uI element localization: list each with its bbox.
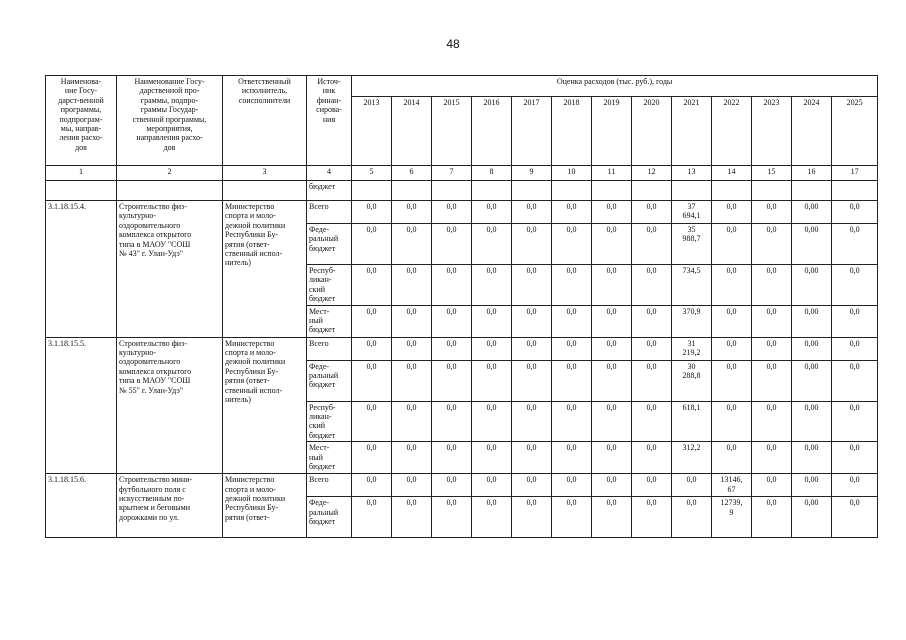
funding-source: Респуб- ликан- ский бюджет (307, 401, 352, 442)
funding-source: Всего (307, 474, 352, 497)
expense-value: 0,0 (472, 442, 512, 474)
expense-value: 0,0 (432, 401, 472, 442)
expense-value: 0,0 (672, 497, 712, 538)
header-year: 2021 (672, 97, 712, 166)
expense-value: 0,0 (472, 201, 512, 224)
expense-value: 0,0 (752, 224, 792, 265)
expense-value: 0,0 (752, 337, 792, 360)
expense-value: 0,0 (352, 442, 392, 474)
expense-value: 0,0 (512, 497, 552, 538)
expense-value: 0,0 (552, 224, 592, 265)
column-number: 12 (632, 166, 672, 181)
expense-value: 618,1 (672, 401, 712, 442)
expense-value: 0,0 (832, 360, 878, 401)
funding-source: бюджет (307, 181, 352, 201)
expense-value: 0,0 (632, 442, 672, 474)
expense-value: 0,00 (792, 497, 832, 538)
expense-value: 0,0 (432, 337, 472, 360)
column-number: 5 (352, 166, 392, 181)
column-number: 16 (792, 166, 832, 181)
expense-value: 0,0 (712, 401, 752, 442)
expense-value: 0,0 (472, 265, 512, 306)
header-year: 2017 (512, 97, 552, 166)
expense-value: 0,0 (552, 497, 592, 538)
header-year: 2016 (472, 97, 512, 166)
column-number: 14 (712, 166, 752, 181)
expense-value: 0,0 (832, 201, 878, 224)
table-row (46, 201, 878, 224)
expense-value: 0,0 (512, 305, 552, 337)
expense-value: 0,0 (552, 360, 592, 401)
expense-value: 0,0 (512, 474, 552, 497)
expense-value: 0,0 (512, 401, 552, 442)
expense-value: 0,0 (472, 497, 512, 538)
expense-value: 0,0 (432, 497, 472, 538)
table-row (46, 337, 878, 360)
expense-value: 0,0 (352, 497, 392, 538)
expense-value: 0,0 (752, 401, 792, 442)
expense-value: 0,0 (392, 497, 432, 538)
expense-value: 31 219,2 (672, 337, 712, 360)
column-number: 15 (752, 166, 792, 181)
empty-cell (512, 181, 552, 201)
empty-cell (832, 181, 878, 201)
expense-value: 0,0 (392, 442, 432, 474)
header-responsible: Ответственный исполнитель, соисполнители (223, 76, 307, 166)
expense-value: 0,0 (432, 442, 472, 474)
header-year: 2020 (632, 97, 672, 166)
expense-value: 0,0 (592, 474, 632, 497)
expense-value: 0,0 (592, 337, 632, 360)
header-year: 2024 (792, 97, 832, 166)
header-program-name: Наименова- ние Госу- дарст-венной программы, подпрограм- мы, направ- ления расхо- дов (46, 76, 117, 166)
budget-table (45, 75, 878, 538)
expense-value: 0,0 (592, 442, 632, 474)
empty-cell (592, 181, 632, 201)
empty-cell (223, 181, 307, 201)
expense-value: 0,0 (632, 360, 672, 401)
expense-value: 0,0 (392, 265, 432, 306)
responsible-executor: Министерство спорта и моло- дежной политики Республики Бу- рятия (ответ- ственный испол- нитель) (223, 337, 307, 474)
expense-value: 0,0 (832, 224, 878, 265)
empty-cell (672, 181, 712, 201)
column-number: 11 (592, 166, 632, 181)
expense-value: 0,0 (632, 337, 672, 360)
expense-value: 0,00 (792, 265, 832, 306)
header-year: 2019 (592, 97, 632, 166)
header-year: 2013 (352, 97, 392, 166)
column-number: 4 (307, 166, 352, 181)
funding-source: Всего (307, 337, 352, 360)
expense-value: 0,0 (632, 224, 672, 265)
measure-code: 3.1.18.15.6. (46, 474, 117, 538)
column-number: 17 (832, 166, 878, 181)
continuation-row (46, 181, 878, 201)
expense-value: 0,0 (832, 497, 878, 538)
expense-value: 312,2 (672, 442, 712, 474)
expense-value: 0,0 (552, 265, 592, 306)
empty-cell (552, 181, 592, 201)
header-row (46, 76, 878, 97)
empty-cell (432, 181, 472, 201)
expense-value: 0,0 (832, 265, 878, 306)
header-funding-source: Источ- ник финан- сирова- ния (307, 76, 352, 166)
expense-value: 734,5 (672, 265, 712, 306)
expense-value: 0,00 (792, 305, 832, 337)
expense-value: 0,00 (792, 442, 832, 474)
column-number: 9 (512, 166, 552, 181)
expense-value: 0,0 (672, 474, 712, 497)
expense-value: 0,0 (712, 442, 752, 474)
header-measure-name: Наименование Госу- дарственной про- граммы, подпро- граммы Государ- ственной программы, мероприятия, направления расхо- дов (117, 76, 223, 166)
expense-value: 0,0 (432, 360, 472, 401)
expense-value: 0,0 (392, 401, 432, 442)
expense-value: 0,0 (472, 224, 512, 265)
expense-value: 0,0 (512, 337, 552, 360)
expense-value: 0,0 (472, 401, 512, 442)
funding-source: Всего (307, 201, 352, 224)
page-number: 48 (446, 37, 460, 51)
empty-cell (752, 181, 792, 201)
empty-cell (352, 181, 392, 201)
empty-cell (712, 181, 752, 201)
funding-source: Феде- ральный бюджет (307, 497, 352, 538)
column-number: 13 (672, 166, 712, 181)
expense-value: 370,9 (672, 305, 712, 337)
expense-value: 0,0 (512, 224, 552, 265)
empty-cell (472, 181, 512, 201)
measure-name: Строительство физ- культурно- оздоровительного комплекса открытого типа в МАОУ "СОШ № 55" г. Улан-Удэ" (117, 337, 223, 474)
expense-value: 0,0 (352, 265, 392, 306)
header-year: 2014 (392, 97, 432, 166)
expense-value: 0,0 (552, 442, 592, 474)
column-number: 7 (432, 166, 472, 181)
expense-value: 0,00 (792, 201, 832, 224)
expense-value: 0,0 (352, 474, 392, 497)
expense-value: 0,0 (832, 305, 878, 337)
expense-value: 0,0 (432, 305, 472, 337)
expense-value: 0,0 (592, 305, 632, 337)
expense-value: 0,0 (592, 265, 632, 306)
funding-source: Феде- ральный бюджет (307, 360, 352, 401)
responsible-executor: Министерство спорта и моло- дежной политики Республики Бу- рятия (ответ- (223, 474, 307, 538)
funding-source: Феде- ральный бюджет (307, 224, 352, 265)
expense-value: 0,0 (352, 337, 392, 360)
expense-value: 0,0 (752, 442, 792, 474)
empty-cell (632, 181, 672, 201)
expense-value: 0,00 (792, 474, 832, 497)
expense-value: 0,0 (352, 401, 392, 442)
header-year: 2015 (432, 97, 472, 166)
expense-value: 30 288,8 (672, 360, 712, 401)
expense-value: 37 694,1 (672, 201, 712, 224)
expense-value: 0,0 (592, 497, 632, 538)
header-year: 2018 (552, 97, 592, 166)
expense-value: 0,00 (792, 401, 832, 442)
column-number: 2 (117, 166, 223, 181)
measure-name: Строительство физ- культурно- оздоровительного комплекса открытого типа в МАОУ "СОШ № 43" г. Улан-Удэ" (117, 201, 223, 338)
expense-value: 0,00 (792, 224, 832, 265)
expense-value: 0,0 (392, 224, 432, 265)
expense-value: 0,0 (352, 201, 392, 224)
empty-cell (46, 181, 117, 201)
expense-value: 0,0 (512, 442, 552, 474)
expense-value: 0,0 (592, 401, 632, 442)
empty-cell (392, 181, 432, 201)
expense-value: 0,0 (552, 305, 592, 337)
expense-value: 0,0 (632, 201, 672, 224)
expense-value: 0,0 (352, 224, 392, 265)
expense-value: 0,0 (712, 305, 752, 337)
expense-value: 0,0 (832, 401, 878, 442)
expense-value: 0,0 (752, 474, 792, 497)
expense-value: 0,0 (392, 337, 432, 360)
column-number: 8 (472, 166, 512, 181)
expense-value: 0,0 (832, 442, 878, 474)
expense-value: 0,0 (352, 360, 392, 401)
expense-value: 12739, 9 (712, 497, 752, 538)
expense-value: 0,0 (472, 360, 512, 401)
expense-value: 0,0 (472, 474, 512, 497)
column-number: 1 (46, 166, 117, 181)
expense-value: 0,0 (712, 360, 752, 401)
expense-value: 0,0 (712, 201, 752, 224)
expense-value: 0,0 (512, 265, 552, 306)
expense-value: 0,0 (632, 474, 672, 497)
expense-value: 13146, 67 (712, 474, 752, 497)
funding-source: Мест- ный бюджет (307, 305, 352, 337)
expense-value: 0,0 (512, 360, 552, 401)
column-numbers-row (46, 166, 878, 181)
header-year: 2022 (712, 97, 752, 166)
expense-value: 0,0 (512, 201, 552, 224)
measure-code: 3.1.18.15.4. (46, 201, 117, 338)
expense-value: 0,0 (632, 497, 672, 538)
expense-value: 0,0 (632, 401, 672, 442)
expense-value: 0,0 (712, 265, 752, 306)
expense-value: 0,0 (632, 265, 672, 306)
header-year: 2025 (832, 97, 878, 166)
measure-code: 3.1.18.15.5. (46, 337, 117, 474)
expense-value: 0,0 (392, 201, 432, 224)
empty-cell (792, 181, 832, 201)
table-row (46, 474, 878, 497)
expense-value: 0,0 (352, 305, 392, 337)
funding-source: Мест- ный бюджет (307, 442, 352, 474)
column-number: 10 (552, 166, 592, 181)
expense-value: 0,0 (552, 337, 592, 360)
expense-value: 0,00 (792, 360, 832, 401)
expense-value: 0,0 (472, 337, 512, 360)
measure-name: Строительство мини- футбольного поля с искусственным по- крытием и беговыми дорожками по ул. (117, 474, 223, 538)
responsible-executor: Министерство спорта и моло- дежной политики Республики Бу- рятия (ответ- ственный испол- нитель) (223, 201, 307, 338)
expense-value: 0,00 (792, 337, 832, 360)
expense-value: 35 988,7 (672, 224, 712, 265)
expense-value: 0,0 (592, 360, 632, 401)
expense-value: 0,0 (712, 224, 752, 265)
expense-value: 0,0 (392, 474, 432, 497)
expense-value: 0,0 (432, 265, 472, 306)
expense-value: 0,0 (472, 305, 512, 337)
expense-value: 0,0 (432, 224, 472, 265)
expense-value: 0,0 (832, 337, 878, 360)
column-number: 6 (392, 166, 432, 181)
expense-value: 0,0 (832, 474, 878, 497)
header-year: 2023 (752, 97, 792, 166)
expense-value: 0,0 (552, 474, 592, 497)
column-number: 3 (223, 166, 307, 181)
expense-value: 0,0 (632, 305, 672, 337)
expense-value: 0,0 (752, 305, 792, 337)
expense-value: 0,0 (712, 337, 752, 360)
expense-value: 0,0 (392, 360, 432, 401)
expense-value: 0,0 (752, 201, 792, 224)
expense-value: 0,0 (592, 224, 632, 265)
expense-value: 0,0 (432, 201, 472, 224)
expense-value: 0,0 (432, 474, 472, 497)
expense-value: 0,0 (552, 401, 592, 442)
expense-value: 0,0 (752, 265, 792, 306)
funding-source: Респуб- ликан- ский бюджет (307, 265, 352, 306)
expense-value: 0,0 (592, 201, 632, 224)
expense-value: 0,0 (392, 305, 432, 337)
expense-value: 0,0 (752, 360, 792, 401)
header-expense-estimate: Оценка расходов (тыс. руб.), годы (352, 76, 878, 97)
expense-value: 0,0 (752, 497, 792, 538)
empty-cell (117, 181, 223, 201)
expense-value: 0,0 (552, 201, 592, 224)
